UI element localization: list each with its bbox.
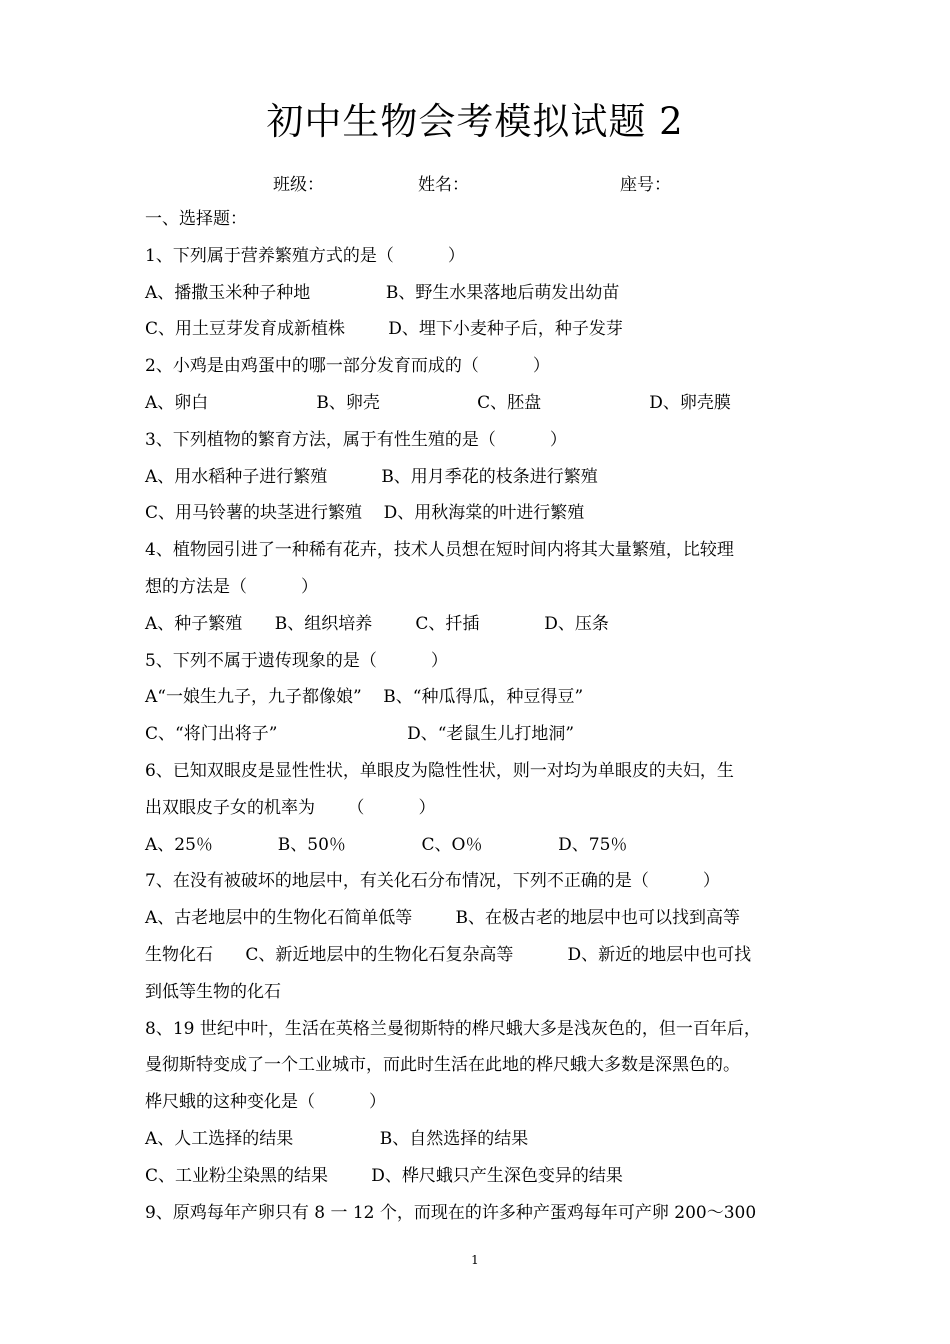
- question-line: 6、已知双眼皮是显性性状，单眼皮为隐性性状，则一对均为单眼皮的夫妇，生: [145, 760, 734, 781]
- option-line: C、用马铃薯的块茎进行繁殖 D、用秋海棠的叶进行繁殖: [145, 503, 585, 524]
- page-title: 初中生物会考模拟试题 2: [266, 100, 684, 143]
- question-line: 桦尺蛾的这种变化是（ ）: [145, 1092, 387, 1113]
- question-line: 2、小鸡是由鸡蛋中的哪一部分发育而成的（ ）: [145, 356, 550, 377]
- option-line: C、工业粉尘染黑的结果 D、桦尺蛾只产生深色变异的结果: [145, 1165, 623, 1186]
- name-label: 姓名：: [418, 175, 469, 195]
- question-line: 7、在没有被破坏的地层中，有关化石分布情况，下列不正确的是（ ）: [145, 871, 720, 892]
- option-line: A、古老地层中的生物化石简单低等 B、在极古老的地层中也可以找到高等: [145, 908, 740, 929]
- option-line: A、卵白 B、卵壳 C、胚盘 D、卵壳膜: [145, 392, 731, 413]
- option-line: A、人工选择的结果 B、自然选择的结果: [145, 1128, 529, 1149]
- option-line: A、25％ B、50％ C、O％ D、75％: [145, 834, 628, 855]
- question-line: 8、19 世纪中叶，生活在英格兰曼彻斯特的桦尺蛾大多是浅灰色的，但一百年后，: [145, 1018, 761, 1039]
- question-line: 出双眼皮子女的机率为 （ ）: [145, 797, 436, 818]
- option-line: A、种子繁殖 B、组织培养 C、扦插 D、压条: [145, 613, 609, 634]
- option-line: 生物化石 C、新近地层中的生物化石复杂高等 D、新近的地层中也可找: [145, 944, 752, 965]
- question-line: 5、下列不属于遗传现象的是（ ）: [145, 650, 448, 671]
- question-line: 3、下列植物的繁育方法，属于有性生殖的是（ ）: [145, 429, 567, 450]
- option-line: A、用水稻种子进行繁殖 B、用月季花的枝条进行繁殖: [145, 466, 598, 487]
- section-heading: 一、选择题：: [145, 209, 247, 229]
- class-label: 班级：: [273, 175, 324, 195]
- seat-label: 座号：: [620, 175, 671, 195]
- page-number: 1: [471, 1253, 479, 1267]
- option-line: 到低等生物的化石: [145, 981, 281, 1002]
- question-line: 1、下列属于营养繁殖方式的是（ ）: [145, 245, 465, 266]
- question-line: 想的方法是（ ）: [145, 576, 319, 597]
- question-body: [145, 201, 815, 1231]
- question-line: 9、原鸡每年产卵只有 8 一 12 个，而现在的许多种产蛋鸡每年可产卵 200～300: [145, 1202, 757, 1223]
- question-line: 4、植物园引进了一种稀有花卉，技术人员想在短时间内将其大量繁殖，比较理: [145, 540, 734, 561]
- student-info-row: [0, 172, 950, 198]
- question-line: 曼彻斯特变成了一个工业城市，而此时生活在此地的桦尺蛾大多数是深黑色的。: [145, 1055, 740, 1076]
- option-line: A“一娘生九子，九子都像娘” B、“种瓜得瓜，种豆得豆”: [145, 687, 584, 708]
- option-line: C、“将门出将子” D、“老鼠生儿打地洞”: [145, 724, 575, 745]
- option-line: A、播撒玉米种子种地 B、野生水果落地后萌发出幼苗: [145, 282, 620, 303]
- option-line: C、用土豆芽发育成新植株 D、埋下小麦种子后，种子发芽: [145, 319, 623, 340]
